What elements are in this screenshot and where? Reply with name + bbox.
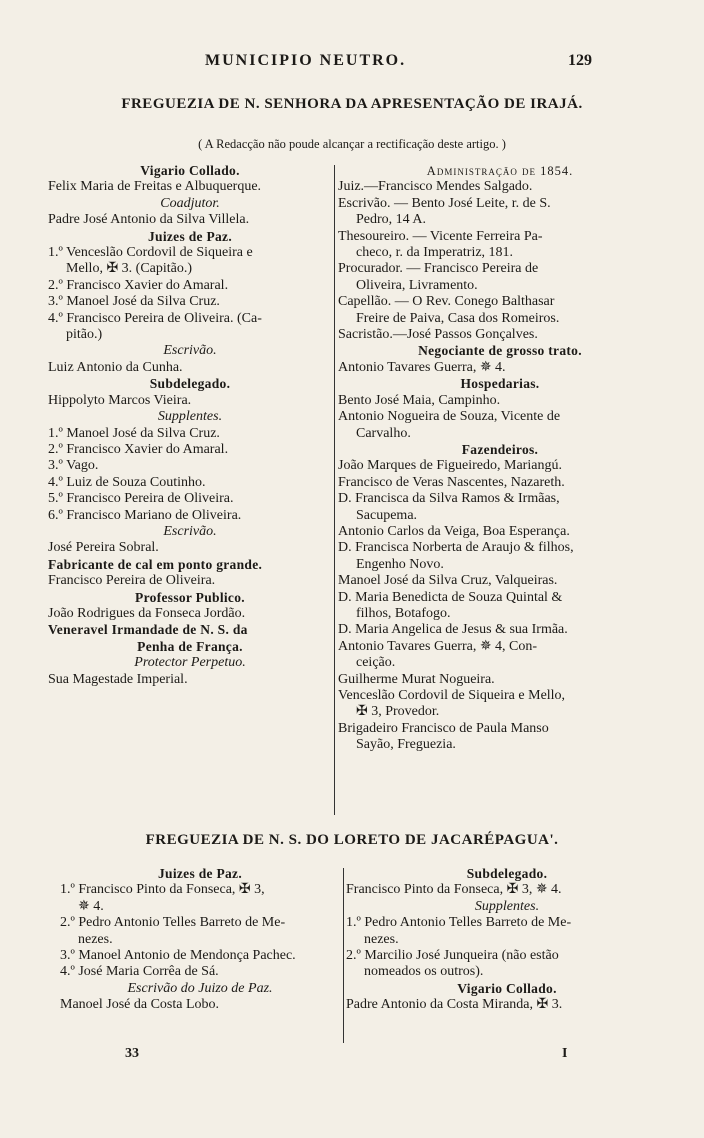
section-heading: Escrivão. — [163, 343, 217, 359]
entry-line: 2.º Francisco Xavier do Amaral. — [48, 441, 229, 457]
entry-line: Francisco Pinto da Fonseca, ✠ 3, ✵ 4. — [346, 882, 562, 898]
entry-line: nezes. — [364, 931, 399, 947]
entry-line: D. Francisca da Silva Ramos & Irmãas, — [338, 491, 560, 507]
entry-line: 3.º Vago. — [48, 458, 99, 474]
entry-line: Antonio Nogueira de Souza, Vicente de — [338, 409, 561, 425]
entry-line: Manoel José da Costa Lobo. — [60, 997, 220, 1013]
entry-line: Escrivão. — Bento José Leite, r. de S. — [338, 195, 551, 211]
entry-line: Luiz Antonio da Cunha. — [48, 359, 183, 375]
section-heading: Administração de 1854. — [426, 164, 574, 178]
entry-line: Capellão. — O Rev. Conego Balthasar — [338, 294, 555, 310]
entry-line: 5.º Francisco Pereira de Oliveira. — [48, 491, 234, 507]
entry-line: 2.º Pedro Antonio Telles Barreto de Me- — [60, 915, 286, 931]
entry-line: D. Maria Benedicta de Souza Quintal & — [338, 589, 563, 605]
entry-line: Padre Antonio da Costa Miranda, ✠ 3. — [346, 997, 563, 1013]
entry-line: Francisco de Veras Nascentes, Nazareth. — [338, 474, 565, 490]
entry-line: João Rodrigues da Fonseca Jordão. — [48, 605, 246, 621]
entry-line: Freire de Paiva, Casa dos Romeiros. — [356, 310, 560, 326]
section-heading: Escrivão do Juizo de Paz. — [127, 980, 273, 996]
entry-line: Bento José Maia, Campinho. — [338, 392, 501, 408]
entry-line: Sacupema. — [356, 507, 418, 523]
entry-line: Pedro, 14 A. — [356, 212, 426, 228]
entry-line: ✵ 4. — [78, 898, 104, 914]
entry-line: 2.º Francisco Xavier do Amaral. — [48, 277, 229, 293]
entry-line: Procurador. — Francisco Pereira de — [338, 261, 539, 277]
section-heading: Juizes de Paz. — [147, 228, 233, 244]
entry-line: Oliveira, Livramento. — [356, 277, 478, 293]
sheet-mark: I — [562, 1046, 568, 1061]
section-heading: Supplentes. — [474, 898, 540, 914]
entry-line: 4.º Francisco Pereira de Oliveira. (Ca- — [48, 310, 262, 326]
entry-line: Sacristão.—José Passos Gonçalves. — [338, 327, 538, 343]
entry-line: Juiz.—Francisco Mendes Salgado. — [338, 179, 533, 195]
section-heading: Subdelegado. — [466, 866, 548, 881]
entry-line: checo, r. da Imperatriz, 181. — [356, 245, 514, 261]
entry-line: D. Maria Angelica de Jesus & sua Irmãa. — [338, 622, 568, 638]
section-heading: Hospedarias. — [460, 376, 540, 392]
entry-line: Antonio Tavares Guerra, ✵ 4, Con- — [338, 638, 538, 654]
entry-line: 4.º Luiz de Souza Coutinho. — [48, 474, 206, 490]
editorial-note: ( A Redacção não poude alcançar a rectificação deste artigo. ) — [198, 137, 506, 151]
entry-line: 4.º José Maria Corrêa de Sá. — [60, 964, 219, 980]
entry-line: Engenho Novo. — [356, 556, 444, 572]
section-heading: Vigario Collado. — [140, 163, 240, 178]
entry-line: 3.º Manoel José da Silva Cruz. — [48, 294, 220, 310]
jacarepagua-right-column — [346, 866, 668, 1014]
entry-line: Francisco Pereira de Oliveira. — [48, 573, 216, 589]
section-heading: Professor Publico. — [135, 589, 245, 605]
entry-line: 3.º Manoel Antonio de Mendonça Pachec. — [60, 948, 296, 964]
section-heading: Fabricante de cal em ponto grande. — [48, 556, 263, 572]
section-heading: Subdelegado. — [149, 376, 231, 392]
entry-line: nezes. — [78, 931, 113, 947]
entry-line: Sayão, Freguezia. — [356, 737, 456, 753]
entry-line: filhos, Botafogo. — [356, 605, 451, 621]
entry-line: pitão.) — [66, 327, 103, 343]
entry-line: Carvalho. — [356, 425, 411, 441]
column-divider — [334, 165, 335, 815]
entry-line: Antonio Carlos da Veiga, Boa Esperança. — [338, 523, 570, 539]
entry-line: Thesoureiro. — Vicente Ferreira Pa- — [338, 228, 543, 244]
entry-line: Manoel José da Silva Cruz, Valqueiras. — [338, 573, 558, 589]
entry-line: João Marques de Figueiredo, Mariangú. — [338, 458, 562, 474]
entry-line: Felix Maria de Freitas e Albuquerque. — [48, 179, 262, 195]
running-title: MUNICIPIO NEUTRO. — [205, 52, 407, 69]
entry-line: José Pereira Sobral. — [48, 540, 159, 556]
page-number: 129 — [568, 52, 592, 69]
section-heading: Negociante de grosso trato. — [418, 343, 582, 359]
entry-line: ceição. — [356, 655, 396, 671]
iraja-left-column — [48, 163, 332, 688]
entry-line: 1.º Venceslão Cordovil de Siqueira e — [48, 245, 253, 261]
entry-line: nomeados os outros). — [364, 964, 484, 980]
entry-line: Hippolyto Marcos Vieira. — [48, 392, 192, 408]
iraja-right-column — [338, 163, 662, 754]
entry-line: 1.º Manoel José da Silva Cruz. — [48, 425, 220, 441]
section-heading: Fazendeiros. — [461, 441, 539, 457]
entry-line: 1.º Francisco Pinto da Fonseca, ✠ 3, — [60, 882, 265, 898]
entry-line: ✠ 3, Provedor. — [356, 704, 440, 720]
entry-line: 1.º Pedro Antonio Telles Barreto de Me- — [346, 915, 572, 931]
signature-mark: 33 — [125, 1046, 139, 1061]
entry-line: 2.º Marcilio José Junqueira (não estão — [346, 948, 559, 964]
section-heading: Escrivão. — [163, 523, 217, 539]
entry-line: 6.º Francisco Mariano de Oliveira. — [48, 507, 242, 523]
section-title-iraja: FREGUEZIA DE N. SENHORA DA APRESENTAÇÃO DE IRAJÁ. — [121, 96, 583, 112]
entry-line: Venceslão Cordovil de Siqueira e Mello, — [338, 688, 566, 703]
entry-line: Brigadeiro Francisco de Paula Manso — [338, 720, 549, 736]
section-heading: Juizes de Paz. — [157, 866, 243, 881]
section-heading: Penha de França. — [137, 638, 243, 654]
entry-line: Antonio Tavares Guerra, ✵ 4. — [338, 359, 506, 375]
section-heading: Supplentes. — [157, 409, 223, 425]
entry-line: Guilherme Murat Nogueira. — [338, 671, 495, 687]
entry-line: Sua Magestade Imperial. — [48, 671, 188, 687]
section-heading: Veneravel Irmandade de N. S. da — [48, 622, 248, 638]
jacarepagua-left-column — [60, 866, 340, 1014]
section-heading: Coadjutor. — [160, 195, 220, 211]
column-divider-2 — [343, 868, 344, 1043]
section-heading: Protector Perpetuo. — [134, 655, 246, 671]
entry-line: D. Francisca Norberta de Araujo & filhos, — [338, 540, 574, 556]
section-heading: Vigario Collado. — [457, 980, 557, 996]
section-title-jacarepagua: FREGUEZIA DE N. S. DO LORETO DE JACARÉPAGUA'. — [145, 832, 559, 848]
entry-line: Mello, ✠ 3. (Capitão.) — [66, 261, 193, 277]
running-head — [0, 52, 704, 74]
entry-line: Padre José Antonio da Silva Villela. — [48, 212, 250, 228]
